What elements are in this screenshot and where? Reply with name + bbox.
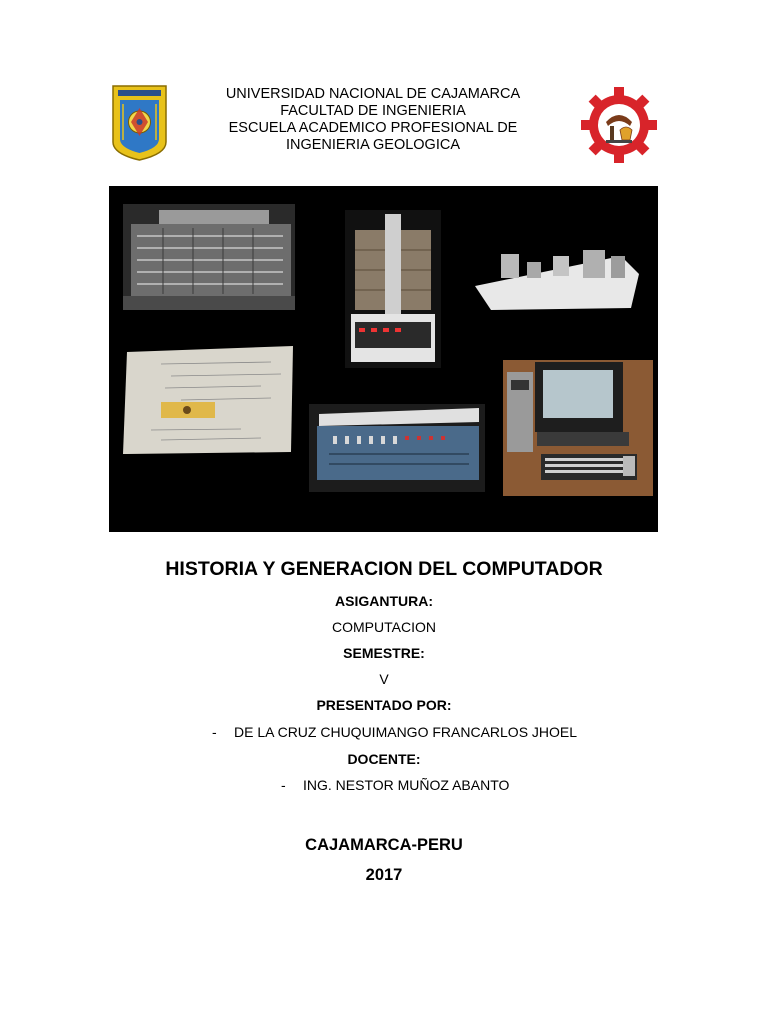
teacher-name: ING. NESTOR MUÑOZ ABANTO <box>303 777 510 793</box>
presented-by-item <box>212 724 577 740</box>
course-label: ASIGANTURA: <box>335 593 433 609</box>
photo-personal-computer <box>503 360 653 496</box>
photo-tower-mainframe <box>345 210 441 368</box>
photo-computer-system <box>471 226 641 326</box>
course-value: COMPUTACION <box>332 619 436 635</box>
engineering-gear-logo <box>580 86 658 164</box>
teacher-item <box>281 777 509 793</box>
semester-value: V <box>379 671 389 687</box>
university-shield-logo <box>111 84 168 162</box>
photo-altair-computer <box>309 404 485 492</box>
presented-by-label: PRESENTADO POR: <box>316 697 452 713</box>
institution-header <box>200 86 546 154</box>
presented-by-dash: - <box>212 724 217 740</box>
presented-by-name: DE LA CRUZ CHUQUIMANGO FRANCARLOS JHOEL <box>234 724 578 740</box>
photo-notebook-page <box>121 344 297 456</box>
program-name: INGENIERIA GEOLOGICA <box>285 137 461 153</box>
faculty-name: FACULTAD DE INGENIERIA <box>280 103 466 119</box>
city-label: CAJAMARCA-PERU <box>305 836 463 854</box>
school-name: ESCUELA ACADEMICO PROFESIONAL DE <box>228 120 518 136</box>
photo-early-computer <box>123 204 295 310</box>
document-title: HISTORIA Y GENERACION DEL COMPUTADOR <box>165 558 603 580</box>
teacher-label: DOCENTE: <box>347 751 421 767</box>
teacher-dash: - <box>281 777 286 793</box>
year-label: 2017 <box>365 866 403 884</box>
university-name: UNIVERSIDAD NACIONAL DE CAJAMARCA <box>225 86 521 102</box>
semester-label: SEMESTRE: <box>343 645 425 661</box>
computer-history-collage <box>109 186 658 532</box>
